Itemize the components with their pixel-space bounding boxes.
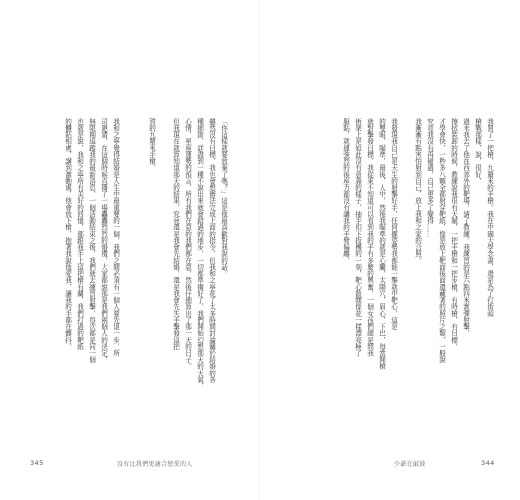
right-running-head: 少爺在敲鼓 [394, 461, 426, 468]
text-column: 無限期追蹤我的最新消息，一個活動結束之後，我們就去練習射擊，每次都是同一個 [87, 118, 96, 363]
text-column: 司邀請，在這個時候直播了一場轟轟烈烈的婚禮，大家都說那是我們兩個人的決定， [99, 118, 108, 363]
text-column: 槍戰那樣，說，很好， [473, 118, 482, 185]
text-column: 服貼，就連強烈的後座力都沒有讓我的手臂偏離， [341, 118, 350, 264]
text-column: 雖然沒有目標，我也會想辦法完成上面的指令，但我和之寧花了太多時間討論關於結婚的各 [207, 118, 216, 383]
text-column: 術架上是如此沒有意義的樣子，抽手扣下扳機的一刻，靶心散開像花一樣漂亮極了 [353, 118, 362, 357]
text-column: 擦拭裝卸的時候，教練說我很有天賦，一把手槍和一把步槍，有時槍，有目標， [449, 118, 458, 350]
text-column: 才學會快，一秒多八顆全都射穿靶紙，像是放上靶面後面還藏著的照片之類，一般說 [437, 118, 446, 363]
text-column: 的雙眼，瞄準，最後，人中，然後我瞄準的就是心臟，太陽穴，眉心，下巴，每當開槍 [377, 118, 386, 370]
text-column: 心情，星座運勢的預言，所有我們在意的我們都在意，然後仔細算出了那一天的日子。 [183, 118, 192, 370]
text-column: 我發現我自己是天生的射擊好手，任何擺姿勢我都能一擊就中靶心，這是 [389, 118, 398, 330]
text-column: 我和之寧覺得結婚是人生中最重要的一個，我們之間必須有一個人要先退一步，所 [111, 118, 120, 357]
text-column: 我買了一把槍，九釐米的手槍。我在中國大學念書，還是為了打街頭 [485, 118, 494, 317]
text-column: 就對擊發目標，我從來不知道可以看到我的手有多麼的興奮，一個女孩們總是問我 [365, 118, 374, 357]
text-column: 過末我去了他在西郊外的靶場，請了教練。我練習的是六點四米實彈射擊， [461, 118, 470, 337]
right-page [260, 0, 520, 500]
text-column: 但我現在就算知道那天的結果，究竟還是我會先結婚，還是我會先失手擊發這把 [171, 118, 180, 350]
left-running-head: 沒有比我們更適合戀愛的人 [117, 461, 193, 468]
text-column: 種細節，詳盡到一種不說出來就會錯過的地步，一切都準備好了，我們開始幻想那天的天氣， [195, 118, 204, 390]
text-column: 「你這樣就要放棄了嗎？」這是他最喜歡對我說的話。 [219, 118, 228, 277]
text-column: 究竟我沒有再碰過，自己更多了變得…… [425, 118, 434, 238]
right-page-number: 344 [481, 459, 495, 467]
text-column: 的體貼相處，講到激動處，他會放下槍，抱著我說他愛我，讓我的手都在顫抖。 [63, 118, 72, 350]
left-page-number: 345 [30, 459, 44, 467]
text-column: 也就是說，我和之寧所有美好的回憶，都跟我手上這把槍有關，我們打過的靶紙 [75, 118, 84, 350]
text-column: 賀的九釐米手槍。 [147, 118, 156, 171]
text-column: 我漸漸有點害怕射到自己，放上我和之家的合照。 [413, 118, 422, 264]
